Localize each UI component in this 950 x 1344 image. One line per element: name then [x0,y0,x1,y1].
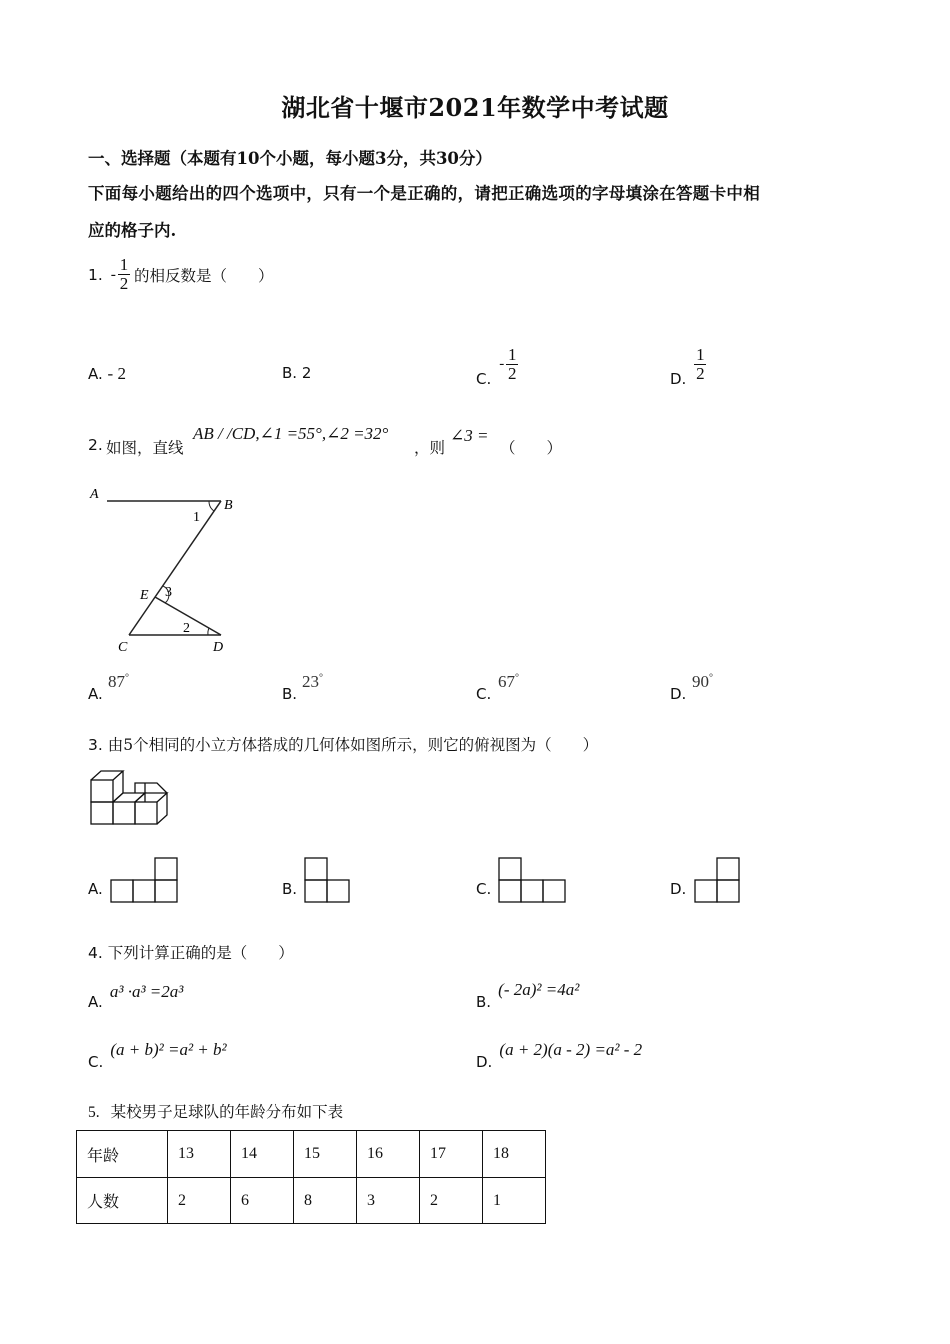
q3-option-c-figure [497,856,569,904]
q4-number: 4. [88,944,103,962]
option-label: A. [88,685,103,703]
option-label: D. [670,685,687,703]
option-label: C. [476,685,492,703]
option-value: - 2 [107,364,126,383]
option-label: D. [476,1053,493,1071]
q3-option-d-figure [693,856,743,904]
option-expr: (a + 2)(a - 2) =a² - 2 [499,1040,643,1059]
table-cell: 2 [168,1178,231,1224]
table-header-cell: 人数 [77,1178,168,1224]
q1-fraction [118,256,130,293]
label-a: A [90,487,99,502]
frac-num: 1 [508,344,517,364]
q1-option-b [282,364,311,382]
option-label: A. [88,993,103,1011]
q3-number: 3. [88,736,103,754]
table-cell: 13 [168,1131,231,1178]
q2-figure [85,480,245,655]
option-expr: (a + b)² =a² + b² [110,1040,227,1059]
q3-option-c-label: C. [476,880,492,898]
q3-option-b-label: B. [282,880,298,898]
frac-den: 2 [696,363,705,383]
option-neg: - [499,355,505,372]
q1-number: 1. [88,265,103,284]
arc-2 [208,628,209,635]
option-expr: a³ ·a³ =2a³ [109,982,184,1001]
question-3 [88,733,598,755]
option-fraction [506,346,518,383]
label-d: D [213,640,224,655]
option-value: 87° [108,672,129,691]
table-cell: 8 [294,1178,357,1224]
q3-text: 由5个相同的小立方体搭成的几何体如图所示，则它的俯视图为（ ） [107,736,599,754]
table-cell: 2 [420,1178,483,1224]
instruction-line-1: 下面每小题给出的四个选项中，只有一个是正确的，请把正确选项的字母填涂在答题卡中相 [88,184,760,203]
question-2 [88,424,788,457]
q1-option-a [88,364,126,384]
section-heading: 一、选择题（本题有10个小题，每小题3分，共30分） [88,149,492,168]
option-expr: (- 2a)² =4a² [498,980,580,999]
option-value: 67° [498,672,519,691]
label-e: E [140,588,149,603]
label-angle-2: 2 [183,621,190,636]
q4-option-d [476,1040,643,1071]
label-angle-3: 3 [165,585,172,600]
q3-option-a-figure [109,856,179,904]
table-cell: 17 [420,1131,483,1178]
line-bc [129,501,221,635]
table-cell: 18 [483,1131,546,1178]
q2-pre: 如图，直线 [106,439,184,457]
table-row [77,1131,546,1178]
option-label: A. [88,365,103,383]
option-value: 90° [692,672,713,691]
label-b: B [224,498,233,513]
q1-neg-sign: - [110,265,116,283]
table-header-cell: 年龄 [77,1131,168,1178]
table-cell: 3 [357,1178,420,1224]
table-cell: 16 [357,1131,420,1178]
question-1 [88,256,273,293]
q3-option-b-figure [303,856,353,904]
q5-text: 某校男子足球队的年龄分布如下表 [110,1103,344,1121]
option-fraction [694,346,706,383]
option-label: C. [476,370,492,388]
q3-option-d-label: D. [670,880,687,898]
question-5 [88,1100,343,1122]
label-angle-1: 1 [193,510,200,525]
frac-den: 2 [508,363,517,383]
q1-option-d [670,340,706,388]
q5-number: 5. [88,1104,100,1121]
page-title: 湖北省十堰市2021年数学中考试题 [281,93,669,122]
q1-option-c [476,340,518,388]
table-cell: 14 [231,1131,294,1178]
q1-text: 的相反数是（ ） [133,266,274,285]
q2-angle: ∠3 = [450,426,489,445]
option-label: B. [476,993,492,1011]
option-label: D. [670,370,687,388]
option-value: 2 [301,364,312,382]
q4-text: 下列计算正确的是（ ） [107,944,294,962]
table-cell: 6 [231,1178,294,1224]
label-c: C [118,640,128,655]
option-label: B. [282,364,298,382]
q4-option-c [88,1040,227,1071]
question-4 [88,941,294,963]
q3-option-a-label: A. [88,880,103,898]
q2-condition: AB / /CD,∠1 =55°,∠2 =32° [193,424,389,443]
q4-option-a [88,982,184,1011]
table-row [77,1178,546,1224]
table-cell: 1 [483,1178,546,1224]
q2-end: （ ） [500,439,563,457]
table-cell: 15 [294,1131,357,1178]
instruction-line-2: 应的格子内. [88,221,177,240]
option-value: 23° [302,672,323,691]
frac-num: 1 [696,344,705,364]
q4-option-b [476,980,580,1011]
q1-frac-den: 2 [119,274,129,293]
option-label: B. [282,685,298,703]
option-label: C. [88,1053,104,1071]
q2-number: 2. [88,436,103,454]
q2-options [88,672,808,707]
q3-cube-figure [88,768,178,830]
q2-mid: ，则 [414,439,446,457]
q1-frac-num: 1 [119,255,129,274]
age-distribution-table [76,1130,546,1224]
arc-1 [209,501,214,511]
